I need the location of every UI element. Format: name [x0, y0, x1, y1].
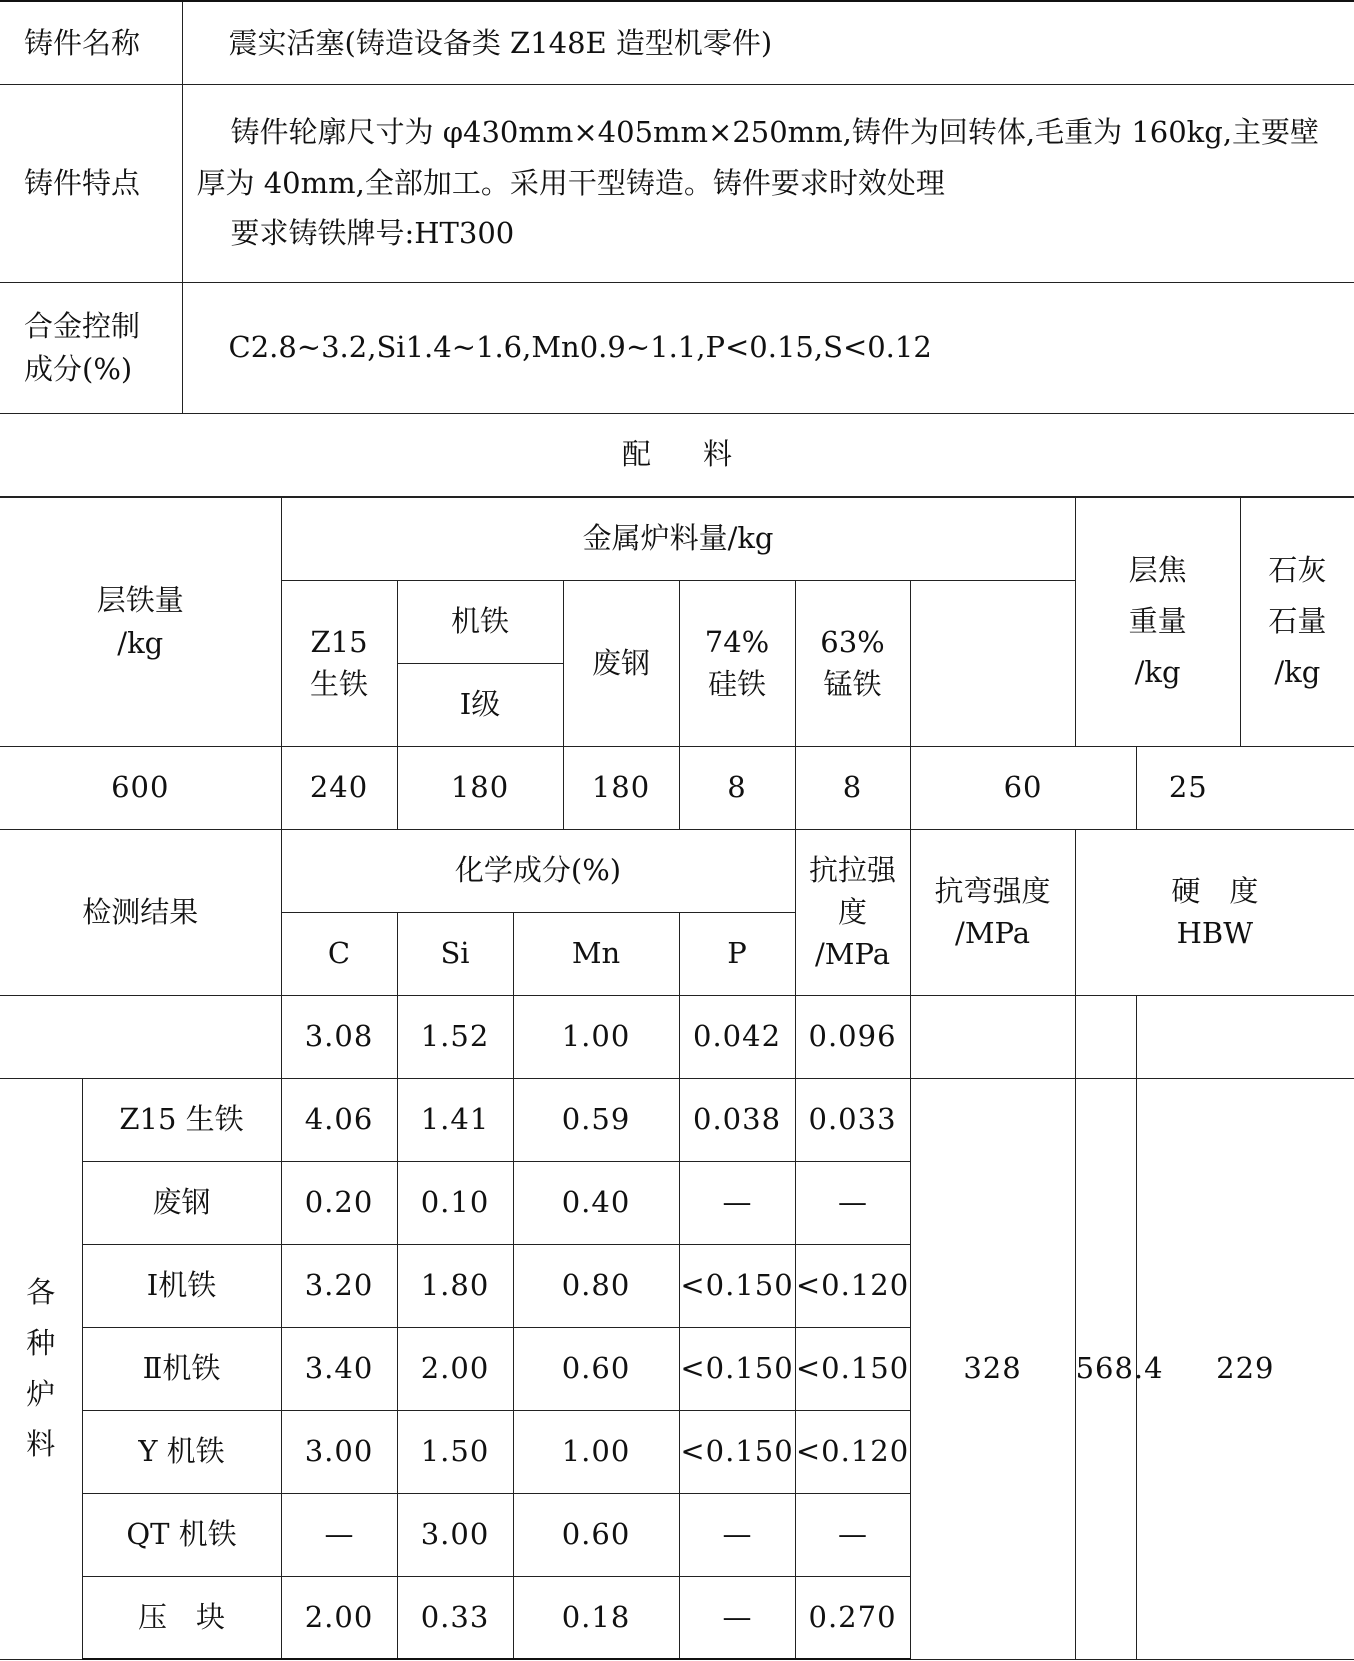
- lime-value: 25: [1136, 746, 1240, 829]
- material-c: —: [281, 1493, 397, 1576]
- material-si: 1.80: [397, 1244, 513, 1327]
- material-mn: 0.40: [513, 1161, 679, 1244]
- machine-iron-header: 机铁: [397, 580, 563, 663]
- material-p: —: [679, 1161, 795, 1244]
- charge-test-table: [0, 497, 1354, 1661]
- material-c: 3.40: [281, 1327, 397, 1410]
- materials-label-1: 各: [26, 1275, 56, 1309]
- bend-line1: 抗弯强度: [934, 873, 1051, 908]
- material-si: 1.50: [397, 1410, 513, 1493]
- material-c: 3.20: [281, 1244, 397, 1327]
- tensile-header: [795, 829, 910, 995]
- materials-label-3: 炉: [26, 1376, 56, 1411]
- material-name: Ⅱ机铁: [82, 1327, 281, 1410]
- test-result-label: 检测结果: [0, 829, 281, 995]
- element-p: P: [679, 912, 795, 995]
- bend-empty: [1075, 995, 1136, 1078]
- material-si: 0.10: [397, 1161, 513, 1244]
- test-result-row: [0, 995, 1354, 1078]
- coke-header: [1075, 497, 1240, 746]
- material-c: 3.00: [281, 1410, 397, 1493]
- materials-label-4: 料: [26, 1427, 56, 1462]
- casting-feature-label: 铸件特点: [0, 84, 182, 282]
- element-mn: Mn: [513, 912, 679, 995]
- material-c: 0.20: [281, 1161, 397, 1244]
- casting-name-label: 铸件名称: [0, 1, 182, 84]
- lime-line2: 石量: [1268, 604, 1327, 639]
- result-c: 3.08: [281, 995, 397, 1078]
- casting-info-table: [0, 0, 1354, 497]
- material-mn: 0.18: [513, 1576, 679, 1659]
- material-c: 4.06: [281, 1078, 397, 1161]
- alloy-value: C2.8~3.2,Si1.4~1.6,Mn0.9~1.1,P<0.15,S<0.12: [182, 282, 1354, 413]
- machine-iron-value: 180: [397, 746, 563, 829]
- layer-iron-value: 600: [0, 746, 281, 829]
- ferrosilicon-header: [679, 580, 795, 746]
- lime-line1: 石灰: [1268, 553, 1327, 588]
- material-p: —: [679, 1576, 795, 1659]
- material-s: —: [795, 1493, 910, 1576]
- material-name: QT 机铁: [82, 1493, 281, 1576]
- femn-line2: 锰铁: [823, 667, 882, 701]
- fesi-value: 8: [679, 746, 795, 829]
- alloy-label: [0, 282, 182, 413]
- ferromanganese-header: [795, 580, 910, 746]
- material-s: <0.120: [795, 1244, 910, 1327]
- tensile-empty: [910, 995, 1075, 1078]
- metal-charge-header: 金属炉料量/kg: [281, 497, 1075, 580]
- coke-line3: /kg: [1134, 654, 1181, 689]
- material-c: 2.00: [281, 1576, 397, 1659]
- z15-line2: 生铁: [310, 667, 369, 701]
- hardness-empty: [1136, 995, 1354, 1078]
- femn-line1: 63%: [820, 624, 885, 659]
- row-casting-feature: [0, 84, 1354, 282]
- hardness-line1: 硬 度: [1171, 873, 1259, 908]
- coke-line2: 重量: [1128, 604, 1187, 639]
- charge-values-row: [0, 746, 1354, 829]
- result-s: 0.096: [795, 995, 910, 1078]
- material-si: 3.00: [397, 1493, 513, 1576]
- tensile-line2: /MPa: [815, 937, 890, 972]
- material-p: 0.038: [679, 1078, 795, 1161]
- z15-line1: Z15: [310, 624, 368, 659]
- material-row: [0, 1078, 1354, 1161]
- z15-value: 240: [281, 746, 397, 829]
- scrap-value: 180: [563, 746, 679, 829]
- material-p: —: [679, 1493, 795, 1576]
- charge-header-row-1: [0, 497, 1354, 580]
- tensile-value: 328: [910, 1078, 1075, 1659]
- hardness-line2: HBW: [1176, 916, 1254, 950]
- coke-value: 60: [910, 746, 1136, 829]
- material-mn: 0.60: [513, 1327, 679, 1410]
- layer-iron-line2: /kg: [117, 625, 164, 660]
- material-s: 0.270: [795, 1576, 910, 1659]
- material-name: Z15 生铁: [82, 1078, 281, 1161]
- materials-label: [0, 1078, 82, 1659]
- fesi-line1: 74%: [704, 624, 770, 659]
- casting-feature-value: [182, 84, 1354, 282]
- feature-text-2: 要求铸铁牌号:HT300: [230, 216, 515, 251]
- casting-name-value: 震实活塞(铸造设备类 Z148E 造型机零件): [182, 1, 1354, 84]
- material-mn: 0.80: [513, 1244, 679, 1327]
- result-si: 1.52: [397, 995, 513, 1078]
- test-header-row-1: [0, 829, 1354, 912]
- feature-text-1: 铸件轮廓尺寸为 φ430mm×405mm×250mm,铸件为回转体,毛重为 160kg,主要壁厚为 40mm,全部加工。采用干型铸造。铸件要求时效处理: [196, 114, 1320, 200]
- test-result-spacer: [0, 995, 281, 1078]
- row-section-title: [0, 413, 1354, 496]
- material-name: 废钢: [82, 1161, 281, 1244]
- material-si: 2.00: [397, 1327, 513, 1410]
- material-s: 0.033: [795, 1078, 910, 1161]
- femn-value: 8: [795, 746, 910, 829]
- material-mn: 1.00: [513, 1410, 679, 1493]
- coke-line1: 层焦: [1128, 553, 1187, 588]
- hardness-header: [1075, 829, 1354, 995]
- materials-label-2: 种: [26, 1325, 56, 1360]
- material-si: 1.41: [397, 1078, 513, 1161]
- lime-header: [1240, 497, 1354, 746]
- grade1-header: Ⅰ级: [397, 663, 563, 746]
- alloy-label-line2: 成分(%): [24, 351, 133, 386]
- material-p: <0.150: [679, 1327, 795, 1410]
- material-name: Y 机铁: [82, 1410, 281, 1493]
- alloy-label-line1: 合金控制: [24, 309, 141, 344]
- layer-iron-header: [0, 497, 281, 746]
- section-title: 配料: [0, 413, 1354, 496]
- chem-composition-header: 化学成分(%): [281, 829, 795, 912]
- z15-pig-iron-header: [281, 580, 397, 746]
- lime-line3: /kg: [1274, 654, 1321, 689]
- row-casting-name: [0, 1, 1354, 84]
- material-s: <0.150: [795, 1327, 910, 1410]
- material-s: —: [795, 1161, 910, 1244]
- material-p: <0.150: [679, 1244, 795, 1327]
- bend-header: [910, 829, 1075, 995]
- element-c: C: [281, 912, 397, 995]
- material-s: <0.120: [795, 1410, 910, 1493]
- bend-line2: /MPa: [955, 916, 1031, 950]
- material-name: Ⅰ机铁: [82, 1244, 281, 1327]
- material-name: 压 块: [82, 1576, 281, 1659]
- layer-iron-line1: 层铁量: [96, 583, 184, 618]
- fesi-line2: 硅铁: [708, 667, 767, 701]
- tensile-line1: 抗拉强度: [809, 852, 897, 929]
- row-alloy: [0, 282, 1354, 413]
- result-mn: 1.00: [513, 995, 679, 1078]
- material-mn: 0.59: [513, 1078, 679, 1161]
- material-mn: 0.60: [513, 1493, 679, 1576]
- element-si: Si: [397, 912, 513, 995]
- material-si: 0.33: [397, 1576, 513, 1659]
- material-p: <0.150: [679, 1410, 795, 1493]
- result-p: 0.042: [679, 995, 795, 1078]
- scrap-steel-header: 废钢: [563, 580, 679, 746]
- bend-value: 568.4: [1075, 1078, 1136, 1659]
- hardness-value: 229: [1136, 1078, 1354, 1659]
